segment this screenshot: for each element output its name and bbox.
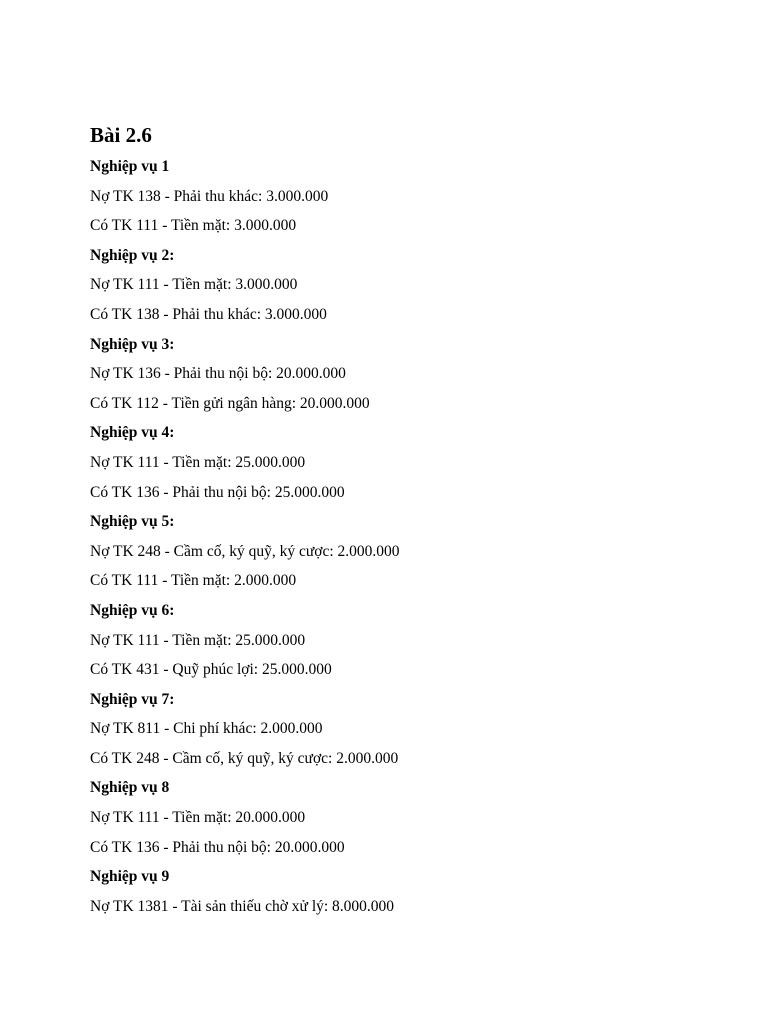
transaction-heading: Nghiệp vụ 6: [90, 601, 175, 619]
journal-entry-line: Nợ TK 111 - Tiền mặt: 25.000.000 [90, 631, 306, 649]
journal-entry-line: Có TK 136 - Phải thu nội bộ: 20.000.000 [90, 838, 345, 856]
journal-entry-line: Nợ TK 811 - Chi phí khác: 2.000.000 [90, 720, 323, 738]
journal-entry-line: Có TK 136 - Phải thu nội bộ: 25.000.000 [90, 483, 345, 501]
document-body [90, 152, 710, 921]
journal-entry-line: Có TK 138 - Phải thu khác: 3.000.000 [90, 305, 327, 323]
transaction-heading: Nghiệp vụ 9 [90, 868, 170, 886]
journal-entry-line: Nợ TK 138 - Phải thu khác: 3.000.000 [90, 187, 329, 205]
journal-entry-line: Nợ TK 1381 - Tài sản thiếu chờ xử lý: 8.000.000 [90, 897, 395, 915]
transaction-heading: Nghiệp vụ 2: [90, 246, 175, 264]
transaction-heading: Nghiệp vụ 5: [90, 513, 175, 531]
document-title: Bài 2.6 [90, 123, 152, 147]
journal-entry-line: Có TK 111 - Tiền mặt: 3.000.000 [90, 217, 297, 235]
transaction-heading: Nghiệp vụ 8 [90, 779, 170, 797]
transaction-heading: Nghiệp vụ 1 [90, 158, 170, 175]
journal-entry-line: Nợ TK 136 - Phải thu nội bộ: 20.000.000 [90, 365, 346, 383]
journal-entry-line: Có TK 431 - Quỹ phúc lợi: 25.000.000 [90, 661, 332, 679]
journal-entry-line: Có TK 112 - Tiền gửi ngân hàng: 20.000.000 [90, 394, 370, 412]
document-page [90, 118, 710, 921]
transaction-heading: Nghiệp vụ 4: [90, 424, 175, 442]
transaction-heading: Nghiệp vụ 3: [90, 335, 175, 353]
journal-entry-line: Có TK 111 - Tiền mặt: 2.000.000 [90, 572, 297, 590]
journal-entry-line: Nợ TK 111 - Tiền mặt: 20.000.000 [90, 809, 306, 827]
journal-entry-line: Nợ TK 111 - Tiền mặt: 3.000.000 [90, 276, 298, 294]
transaction-heading: Nghiệp vụ 7: [90, 690, 175, 708]
journal-entry-line: Nợ TK 111 - Tiền mặt: 25.000.000 [90, 453, 306, 471]
journal-entry-line: Có TK 248 - Cầm cố, ký quỹ, ký cược: 2.000.000 [90, 749, 399, 767]
journal-entry-line: Nợ TK 248 - Cầm cố, ký quỹ, ký cược: 2.000.000 [90, 542, 400, 560]
